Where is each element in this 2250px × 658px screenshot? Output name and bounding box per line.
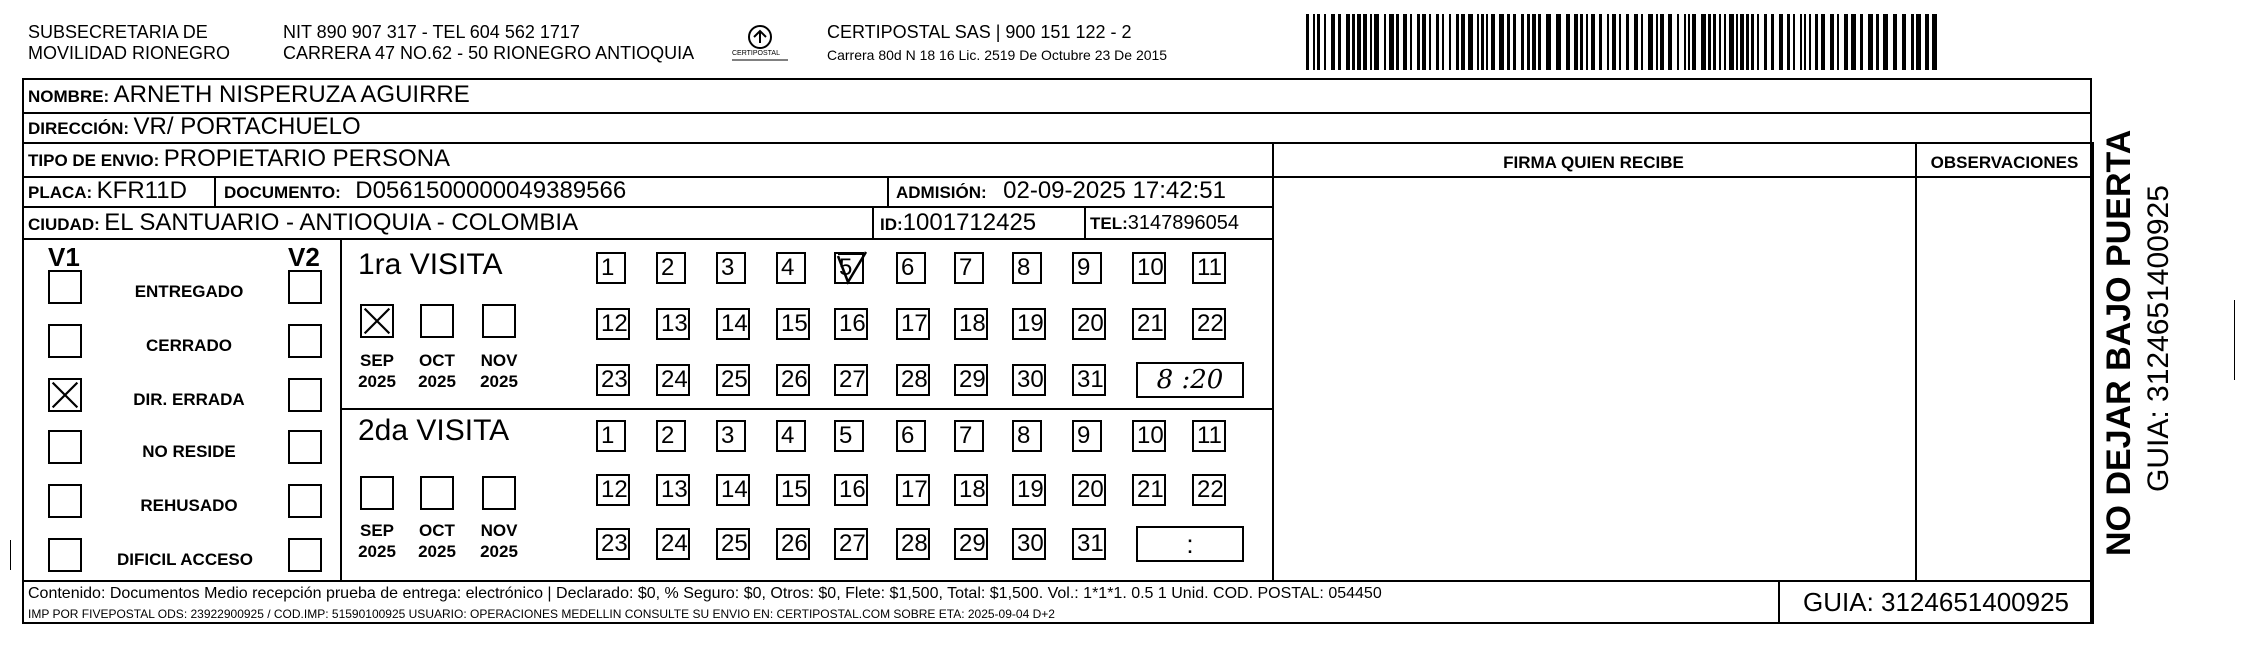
day-box-11[interactable]: 11: [1192, 420, 1226, 452]
first-visit-time[interactable]: 8 :20: [1136, 362, 1244, 398]
barcode-bar: [1830, 14, 1834, 70]
day-box-5[interactable]: 5: [834, 252, 864, 284]
barcode-bar: [1591, 14, 1595, 70]
barcode-bar: [1911, 14, 1914, 70]
month-name: SEP: [359, 351, 395, 370]
col-divider: [1084, 206, 1086, 238]
logo-text: CERTIPOSTAL: [732, 50, 780, 57]
id-label: ID:: [880, 215, 903, 234]
nit-line: NIT 890 907 317 - TEL 604 562 1717: [283, 22, 580, 42]
barcode-bar: [1764, 14, 1767, 70]
month-name: OCT: [419, 351, 455, 370]
barcode-bar: [1384, 14, 1386, 70]
v2-checkbox[interactable]: [288, 484, 322, 518]
day-box-4[interactable]: 4: [776, 252, 806, 284]
v1-checkbox[interactable]: [48, 378, 82, 412]
barcode-bar: [1708, 14, 1711, 70]
day-box-29[interactable]: 29: [954, 364, 988, 396]
barcode-bar: [1619, 14, 1621, 70]
month-year: 2025: [358, 372, 396, 391]
barcode-bar: [1306, 14, 1309, 70]
day-box-6[interactable]: 6: [896, 420, 926, 452]
address-line: CARRERA 47 NO.62 - 50 RIONEGRO ANTIOQUIA: [283, 43, 695, 63]
city-label: CIUDAD:: [28, 215, 100, 234]
tel-value: 3147896054: [1127, 212, 1240, 234]
barcode-bar: [1499, 14, 1504, 70]
barcode-bar: [1374, 14, 1379, 70]
barcode-bar: [1746, 14, 1749, 70]
barcode-bar: [1586, 14, 1588, 70]
barcode: [1306, 14, 1940, 70]
barcode-bar: [1656, 14, 1658, 70]
footer-content-line: Contenido: Documentos Medio recepción prueba de entrega: electrónico | Declarado: $0, % Seguro: $0, Otros: $0, Flete: $1,500, Total: $1,500. Vol.: 1*1*1. 0.5 1 Unid. COD. POSTAL: 054450: [28, 585, 1382, 602]
barcode-bar: [1389, 14, 1394, 70]
day-box-3[interactable]: 3: [716, 252, 746, 284]
barcode-bar: [1751, 14, 1754, 70]
company-info: [827, 22, 1167, 63]
day-box-11[interactable]: 11: [1192, 252, 1226, 284]
day-box-22[interactable]: 22: [1192, 308, 1226, 340]
barcode-bar: [1626, 14, 1629, 70]
day-box-26[interactable]: 26: [776, 364, 810, 396]
day-box-17[interactable]: 17: [896, 474, 930, 506]
barcode-bar: [1729, 14, 1734, 70]
day-box-22[interactable]: 22: [1192, 474, 1226, 506]
org-contact: [283, 22, 694, 64]
month-checkbox-oct[interactable]: [420, 304, 454, 338]
barcode-bar: [1668, 14, 1672, 70]
barcode-bar: [1902, 14, 1906, 70]
day-box-21[interactable]: 21: [1132, 474, 1166, 506]
month-year: 2025: [480, 372, 518, 391]
month-checkbox-sep[interactable]: [360, 476, 394, 510]
barcode-bar: [1468, 14, 1473, 70]
day-box-13[interactable]: 13: [656, 308, 690, 340]
barcode-bar: [1346, 14, 1350, 70]
barcode-bar: [1417, 14, 1420, 70]
document-value: D0561500000049389566: [355, 177, 627, 204]
v2-header: V2: [288, 242, 320, 272]
address-label: DIRECCIÓN:: [28, 119, 130, 138]
barcode-bar: [1607, 14, 1609, 70]
v1-checkbox[interactable]: [48, 430, 82, 464]
day-box-21[interactable]: 21: [1132, 308, 1166, 340]
second-visit-title: 2da VISITA: [358, 414, 510, 447]
v2-checkbox[interactable]: [288, 430, 322, 464]
v2-checkbox[interactable]: [288, 538, 322, 572]
day-box-27[interactable]: 27: [834, 528, 868, 560]
city-value: EL SANTUARIO - ANTIOQUIA - COLOMBIA: [104, 209, 579, 236]
status-label: ENTREGADO: [134, 282, 244, 301]
barcode-bar: [1403, 14, 1407, 70]
month-label: [352, 520, 402, 562]
type-value: PROPIETARIO PERSONA: [163, 145, 451, 172]
side-warning: NO DEJAR BAJO PUERTA: [2100, 129, 2138, 556]
barcode-bar: [1612, 14, 1616, 70]
barcode-bar: [1724, 14, 1726, 70]
day-box-7[interactable]: 7: [954, 252, 984, 284]
day-box-1[interactable]: 1: [596, 420, 626, 452]
margin-tick: [10, 540, 11, 570]
status-label: DIFICIL ACCESO: [116, 550, 253, 569]
footer-print-line: IMP POR FIVEPOSTAL ODS: 23922900925 / COD.IMP: 51590100925 USUARIO: OPERACIONES MEDELLIN CONSULTE SU ENVIO EN: CERTIPOSTAL.COM SOBRE ETA: 2025-09-04 D+2: [28, 607, 1055, 621]
barcode-bar: [1692, 14, 1696, 70]
row-divider: [22, 142, 2092, 144]
x-mark-icon: [362, 306, 392, 336]
month-checkbox-oct[interactable]: [420, 476, 454, 510]
barcode-bar: [1599, 14, 1602, 70]
month-label: [412, 520, 462, 562]
col-divider: [872, 206, 874, 238]
org-name: [28, 22, 230, 64]
day-box-1[interactable]: 1: [596, 252, 626, 284]
admission-label: ADMISIÓN:: [896, 183, 987, 202]
document-label: DOCUMENTO:: [224, 183, 341, 202]
tel-cell: [1090, 212, 1239, 235]
day-box-14[interactable]: 14: [716, 308, 750, 340]
barcode-bar: [1481, 14, 1484, 70]
v1-checkbox[interactable]: [48, 484, 82, 518]
barcode-bar: [1684, 14, 1686, 70]
month-checkbox-nov[interactable]: [482, 476, 516, 510]
barcode-bar: [1809, 14, 1811, 70]
month-label: [474, 520, 524, 562]
id-value: 1001712425: [902, 209, 1037, 236]
col-divider: [1915, 142, 1917, 580]
barcode-bar: [1422, 14, 1426, 70]
day-box-6[interactable]: 6: [896, 252, 926, 284]
month-name: OCT: [419, 521, 455, 540]
org-line-2: MOVILIDAD RIONEGRO: [28, 43, 231, 63]
day-box-27[interactable]: 27: [834, 364, 868, 396]
day-box-17[interactable]: 17: [896, 308, 930, 340]
col-divider: [887, 176, 889, 206]
address-row: [28, 113, 361, 141]
day-box-19[interactable]: 19: [1012, 474, 1046, 506]
status-label: NO RESIDE: [142, 442, 236, 461]
day-box-30[interactable]: 30: [1012, 364, 1046, 396]
name-label: NOMBRE:: [28, 87, 110, 106]
barcode-bar: [1477, 14, 1479, 70]
day-box-23[interactable]: 23: [596, 364, 630, 396]
day-box-2[interactable]: 2: [656, 420, 686, 452]
v1-header: V1: [48, 242, 80, 272]
address-value: VR/ PORTACHUELO: [133, 113, 361, 140]
status-label: CERRADO: [146, 336, 232, 355]
day-box-18[interactable]: 18: [954, 308, 988, 340]
month-label: [352, 350, 402, 392]
barcode-bar: [1677, 14, 1679, 70]
v1-checkbox[interactable]: [48, 270, 82, 304]
month-name: NOV: [480, 351, 518, 370]
barcode-bar: [1932, 14, 1937, 70]
barcode-bar: [1925, 14, 1929, 70]
barcode-bar: [1313, 14, 1315, 70]
col-divider: [1272, 142, 1274, 580]
document-cell: [224, 177, 626, 205]
barcode-bar: [1580, 14, 1583, 70]
barcode-bar: [1688, 14, 1690, 70]
org-line-1: SUBSECRETARIA DE: [28, 22, 208, 42]
day-box-30[interactable]: 30: [1012, 528, 1046, 560]
barcode-bar: [1338, 14, 1341, 70]
barcode-bar: [1521, 14, 1524, 70]
barcode-bar: [1868, 14, 1873, 70]
barcode-bar: [1893, 14, 1897, 70]
barcode-bar: [1363, 14, 1367, 70]
day-box-31[interactable]: 31: [1072, 364, 1106, 396]
day-box-25[interactable]: 25: [716, 528, 750, 560]
barcode-bar: [1634, 14, 1638, 70]
day-box-12[interactable]: 12: [596, 308, 630, 340]
day-box-8[interactable]: 8: [1012, 252, 1042, 284]
barcode-bar: [1396, 14, 1399, 70]
barcode-bar: [1574, 14, 1578, 70]
barcode-bar: [1331, 14, 1335, 70]
barcode-bar: [1317, 14, 1320, 70]
barcode-bar: [1352, 14, 1355, 70]
barcode-bar: [1736, 14, 1738, 70]
v1-checkbox[interactable]: [48, 324, 82, 358]
check-mark-icon: [834, 250, 868, 286]
barcode-bar: [1701, 14, 1706, 70]
barcode-bar: [1800, 14, 1802, 70]
barcode-bar: [1719, 14, 1721, 70]
barcode-bar: [1456, 14, 1459, 70]
barcode-bar: [1821, 14, 1825, 70]
col-divider: [214, 176, 216, 206]
type-row: [28, 145, 450, 173]
month-name: NOV: [480, 521, 518, 540]
day-box-18[interactable]: 18: [954, 474, 988, 506]
second-visit-time[interactable]: :: [1136, 526, 1244, 562]
v2-checkbox[interactable]: [288, 378, 322, 412]
day-box-12[interactable]: 12: [596, 474, 630, 506]
month-name: SEP: [359, 521, 395, 540]
v1-checkbox[interactable]: [48, 538, 82, 572]
footer-guia: GUIA: 3124651400925: [1803, 587, 2069, 617]
day-box-3[interactable]: 3: [716, 420, 746, 452]
day-box-7[interactable]: 7: [954, 420, 984, 452]
certipostal-logo: [730, 22, 790, 66]
barcode-bar: [1324, 14, 1326, 70]
barcode-bar: [1507, 14, 1510, 70]
barcode-bar: [1370, 14, 1372, 70]
company-sub: Carrera 80d N 18 16 Lic. 2519 De Octubre 23 De 2015: [827, 47, 1168, 63]
day-box-19[interactable]: 19: [1012, 308, 1046, 340]
type-label: TIPO DE ENVIO:: [28, 151, 160, 170]
barcode-bar: [1804, 14, 1806, 70]
barcode-bar: [1793, 14, 1795, 70]
x-mark-icon: [50, 380, 80, 410]
day-box-20[interactable]: 20: [1072, 474, 1106, 506]
day-box-24[interactable]: 24: [656, 364, 690, 396]
margin-tick: [2234, 300, 2235, 380]
barcode-bar: [1556, 14, 1561, 70]
side-guia: GUIA: 3124651400925: [2142, 185, 2175, 492]
barcode-bar: [1566, 14, 1570, 70]
barcode-bar: [1844, 14, 1848, 70]
barcode-bar: [1771, 14, 1774, 70]
day-box-9[interactable]: 9: [1072, 252, 1102, 284]
barcode-bar: [1429, 14, 1431, 70]
barcode-bar: [1538, 14, 1541, 70]
barcode-bar: [1513, 14, 1516, 70]
barcode-bar: [1713, 14, 1716, 70]
barcode-bar: [1740, 14, 1744, 70]
barcode-bar: [1461, 14, 1465, 70]
barcode-bar: [1851, 14, 1856, 70]
plate-value: KFR11D: [96, 177, 187, 204]
id-cell: [880, 209, 1036, 237]
status-label: DIR. ERRADA: [133, 390, 245, 409]
day-box-2[interactable]: 2: [656, 252, 686, 284]
tel-label: TEL:: [1090, 214, 1128, 233]
barcode-bar: [1527, 14, 1530, 70]
barcode-bar: [1546, 14, 1551, 70]
v2-checkbox[interactable]: [288, 270, 322, 304]
day-box-29[interactable]: 29: [954, 528, 988, 560]
barcode-bar: [1876, 14, 1879, 70]
month-year: 2025: [480, 542, 518, 561]
barcode-bar: [1787, 14, 1790, 70]
day-box-5[interactable]: 5: [834, 420, 864, 452]
month-checkbox-sep[interactable]: [360, 304, 394, 338]
barcode-bar: [1532, 14, 1536, 70]
day-box-20[interactable]: 20: [1072, 308, 1106, 340]
barcode-bar: [1491, 14, 1495, 70]
plate-cell: [28, 177, 187, 205]
admission-cell: [896, 177, 1226, 205]
day-box-24[interactable]: 24: [656, 528, 690, 560]
signature-header: FIRMA QUIEN RECIBE: [1503, 153, 1684, 172]
observations-header: OBSERVACIONES: [1930, 153, 2079, 172]
day-box-23[interactable]: 23: [596, 528, 630, 560]
barcode-bar: [1837, 14, 1839, 70]
day-box-10[interactable]: 10: [1132, 420, 1166, 452]
admission-value: 02-09-2025 17:42:51: [1003, 177, 1226, 204]
plate-label: PLACA:: [28, 183, 93, 202]
barcode-bar: [1410, 14, 1412, 70]
barcode-bar: [1357, 14, 1361, 70]
day-box-26[interactable]: 26: [776, 528, 810, 560]
visit-divider: [340, 408, 1272, 410]
v2-checkbox[interactable]: [288, 324, 322, 358]
first-visit-title: 1ra VISITA: [358, 248, 503, 281]
month-label: [412, 350, 462, 392]
col-divider: [2092, 142, 2094, 624]
status-label: REHUSADO: [140, 496, 238, 515]
day-box-15[interactable]: 15: [776, 474, 810, 506]
barcode-bar: [1641, 14, 1643, 70]
day-box-16[interactable]: 16: [834, 474, 868, 506]
name-row: [28, 81, 470, 109]
barcode-bar: [1660, 14, 1664, 70]
month-label: [474, 350, 524, 392]
day-box-14[interactable]: 14: [716, 474, 750, 506]
barcode-bar: [1916, 14, 1921, 70]
barcode-bar: [1815, 14, 1818, 70]
day-box-9[interactable]: 9: [1072, 420, 1102, 452]
day-box-10[interactable]: 10: [1132, 252, 1166, 284]
barcode-bar: [1486, 14, 1488, 70]
day-box-25[interactable]: 25: [716, 364, 750, 396]
barcode-bar: [1436, 14, 1439, 70]
day-box-15[interactable]: 15: [776, 308, 810, 340]
month-year: 2025: [418, 372, 456, 391]
row-divider: [22, 238, 1272, 240]
day-box-4[interactable]: 4: [776, 420, 806, 452]
barcode-bar: [1779, 14, 1783, 70]
barcode-bar: [1883, 14, 1888, 70]
day-box-31[interactable]: 31: [1072, 528, 1106, 560]
month-checkbox-nov[interactable]: [482, 304, 516, 338]
barcode-bar: [1860, 14, 1863, 70]
day-box-16[interactable]: 16: [834, 308, 868, 340]
barcode-bar: [1449, 14, 1451, 70]
month-year: 2025: [418, 542, 456, 561]
barcode-bar: [1757, 14, 1759, 70]
barcode-bar: [1648, 14, 1653, 70]
day-box-28[interactable]: 28: [896, 364, 930, 396]
month-year: 2025: [358, 542, 396, 561]
day-box-13[interactable]: 13: [656, 474, 690, 506]
company-line: CERTIPOSTAL SAS | 900 151 122 - 2: [827, 22, 1132, 42]
city-cell: [28, 209, 578, 237]
day-box-8[interactable]: 8: [1012, 420, 1042, 452]
name-value: ARNETH NISPERUZA AGUIRRE: [113, 81, 470, 108]
barcode-bar: [1442, 14, 1444, 70]
day-box-28[interactable]: 28: [896, 528, 930, 560]
